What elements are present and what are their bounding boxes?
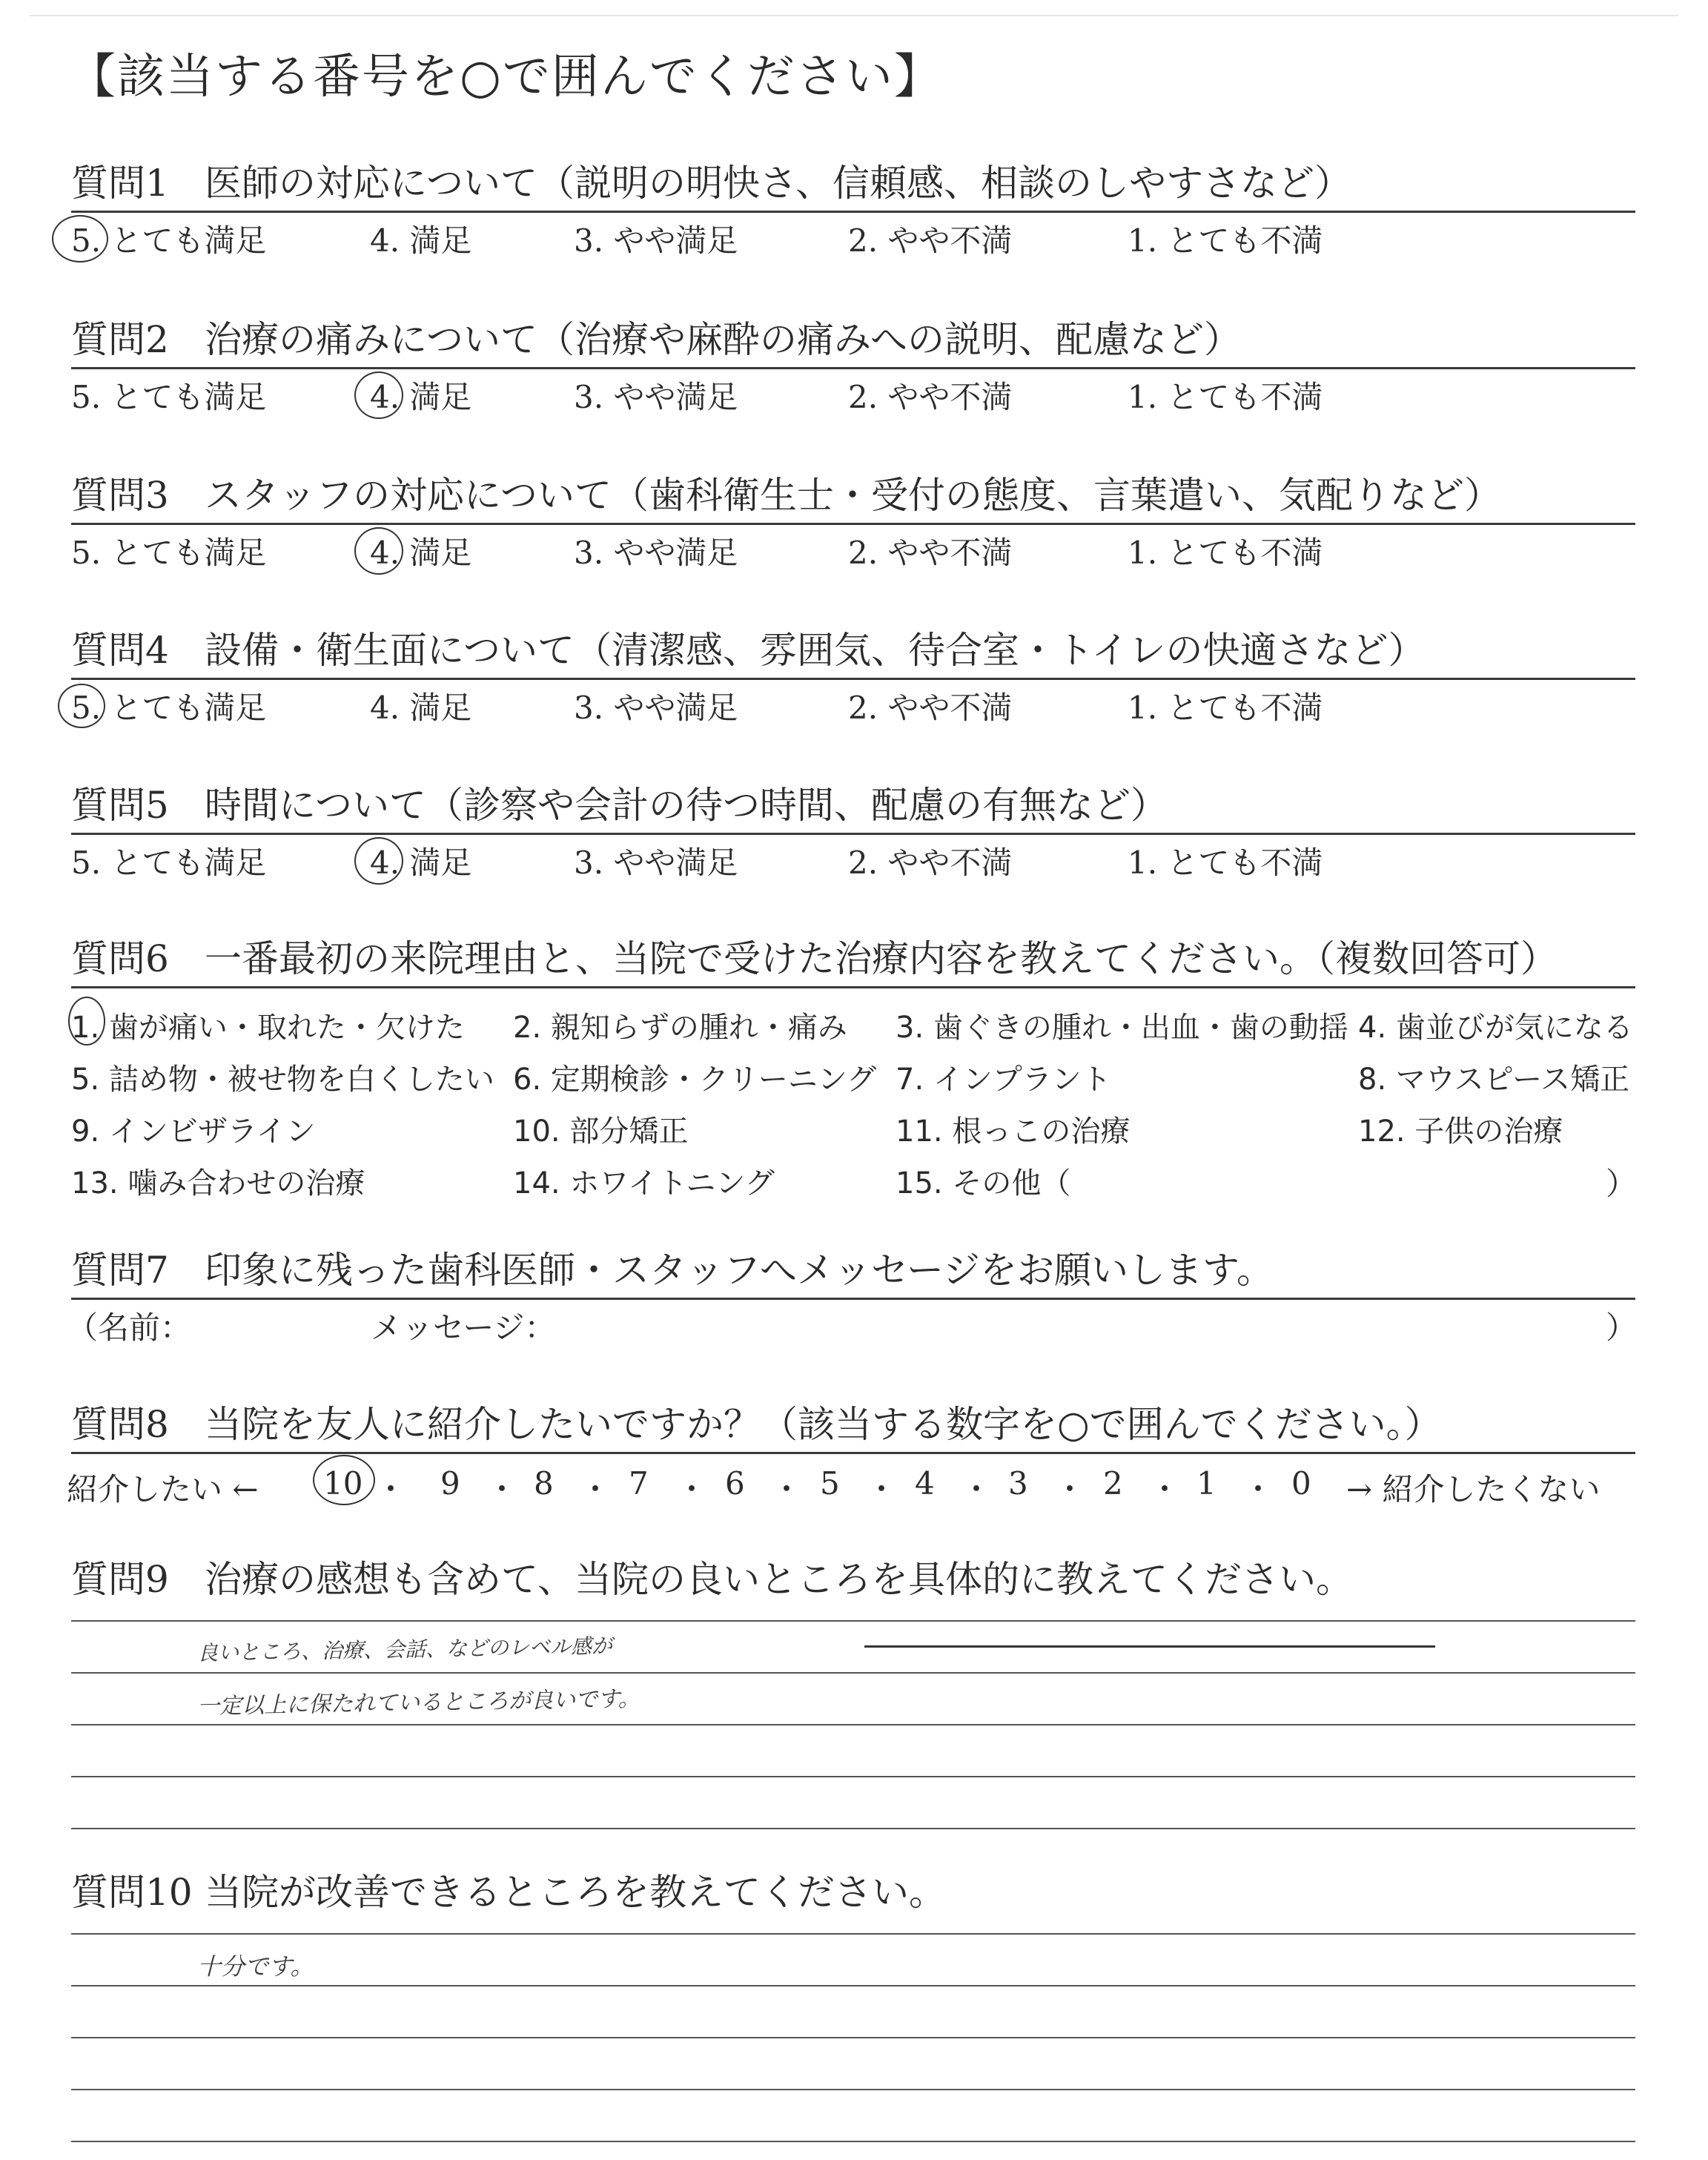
question-number: 質問4	[71, 629, 169, 672]
strikethrough-mark	[864, 1645, 1435, 1648]
question-text: 医師の対応について（説明の明快さ、信頼感、相談のしやすさなど）	[205, 162, 1351, 205]
selection-circle	[58, 684, 105, 728]
scale-dot: ・	[961, 1471, 993, 1507]
reason-item[interactable]: 12. 子供の治療	[1358, 1114, 1563, 1149]
question-rule	[71, 1452, 1635, 1454]
question-rule	[71, 367, 1635, 369]
scale-dot: ・	[1242, 1471, 1274, 1507]
question-text: 治療の痛みについて（治療や麻酔の痛みへの説明、配慮など）	[205, 318, 1241, 361]
question-title	[71, 318, 1241, 361]
option-4[interactable]: 4. 満足	[370, 535, 472, 571]
scale-2[interactable]: 2	[1103, 1465, 1123, 1502]
scale-1[interactable]: 1	[1196, 1465, 1217, 1502]
reason-item[interactable]: 1. 歯が痛い・取れた・欠けた	[71, 1011, 465, 1045]
option-4[interactable]: 4. 満足	[370, 222, 472, 259]
option-3[interactable]: 3. やや満足	[574, 379, 738, 415]
reason-item[interactable]: 8. マウスピース矯正	[1358, 1063, 1630, 1097]
option-5[interactable]: 5. とても満足	[71, 222, 267, 259]
answer-line	[71, 1985, 1635, 1986]
scale-dot: ・	[1149, 1471, 1181, 1507]
scale-4[interactable]: 4	[915, 1465, 935, 1502]
scale-9[interactable]: 9	[440, 1465, 460, 1502]
answer-line	[71, 1933, 1635, 1935]
option-4[interactable]: 4. 満足	[370, 690, 472, 726]
reason-item[interactable]: 6. 定期検診・クリーニング	[513, 1063, 877, 1097]
question-text: 時間について（診察や会計の待つ時間、配慮の有無など）	[205, 784, 1168, 827]
question-title	[71, 1558, 1353, 1601]
answer-line	[71, 1828, 1635, 1829]
option-1[interactable]: 1. とても不満	[1128, 690, 1323, 726]
question-rule	[71, 523, 1635, 525]
scale-left-label: 紹介したい ←	[67, 1471, 259, 1507]
answer-line	[71, 1672, 1635, 1674]
handwritten-answer: 十分です。	[197, 1952, 314, 1981]
option-2[interactable]: 2. やや不満	[848, 690, 1013, 726]
reason-item[interactable]: 15. その他（	[896, 1166, 1071, 1200]
option-3[interactable]: 3. やや満足	[574, 690, 738, 726]
question-number: 質問10	[71, 1871, 193, 1914]
question-number: 質問7	[71, 1249, 169, 1292]
option-5[interactable]: 5. とても満足	[71, 845, 267, 881]
question-text: スタッフの対応について（歯科衛生士・受付の態度、言葉遣い、気配りなど）	[205, 474, 1501, 517]
selection-circle	[354, 527, 403, 575]
scale-10[interactable]: 10	[323, 1465, 363, 1502]
question-number: 質問3	[71, 474, 169, 517]
selection-circle	[313, 1455, 375, 1505]
reason-item[interactable]: 3. 歯ぐきの腫れ・出血・歯の動揺	[896, 1011, 1348, 1045]
option-5[interactable]: 5. とても満足	[71, 535, 267, 571]
selection-circle	[354, 371, 403, 419]
question-title	[71, 474, 1501, 517]
option-3[interactable]: 3. やや満足	[574, 845, 738, 881]
page-header: 【該当する番号を○で囲んでください】	[68, 50, 943, 105]
message-close-paren: ）	[1606, 1309, 1638, 1346]
question-number: 質問8	[71, 1403, 169, 1446]
option-1[interactable]: 1. とても不満	[1128, 535, 1323, 571]
answer-line	[71, 2037, 1635, 2038]
scale-3[interactable]: 3	[1008, 1465, 1028, 1502]
option-3[interactable]: 3. やや満足	[574, 222, 738, 259]
question-title	[71, 629, 1426, 672]
option-1[interactable]: 1. とても不満	[1128, 222, 1323, 259]
scale-dot: ・	[580, 1471, 612, 1507]
answer-line	[71, 1620, 1635, 1622]
question-rule	[71, 833, 1635, 835]
message-label: メッセージ：	[371, 1309, 556, 1346]
reason-item[interactable]: 5. 詰め物・被せ物を白くしたい	[71, 1063, 494, 1097]
answer-line	[71, 1724, 1635, 1725]
selection-circle	[354, 837, 403, 885]
reason-item[interactable]: 9. インビザライン	[71, 1114, 316, 1149]
question-rule	[71, 986, 1635, 988]
question-number: 質問5	[71, 784, 169, 827]
other-close-paren: ）	[1606, 1166, 1638, 1202]
question-title	[71, 162, 1351, 205]
reason-item[interactable]: 14. ホワイトニング	[513, 1166, 775, 1200]
handwritten-answer-line-1: 良いところ、治療、会話、などのレベル感が	[196, 1634, 613, 1665]
scale-dot: ・	[676, 1471, 708, 1507]
reason-item[interactable]: 2. 親知らずの腫れ・痛み	[513, 1011, 847, 1045]
option-4[interactable]: 4. 満足	[370, 845, 472, 881]
question-text: 設備・衛生面について（清潔感、雰囲気、待合室・トイレの快適さなど）	[205, 629, 1426, 672]
option-1[interactable]: 1. とても不満	[1128, 845, 1323, 881]
question-title	[71, 1871, 946, 1914]
reason-item[interactable]: 13. 噛み合わせの治療	[71, 1166, 365, 1200]
question-text: 一番最初の来院理由と、当院で受けた治療内容を教えてください。（複数回答可）	[205, 937, 1558, 980]
question-number: 質問1	[71, 162, 169, 205]
scale-7[interactable]: 7	[629, 1465, 649, 1502]
name-label: （名前：	[67, 1309, 192, 1346]
scale-6[interactable]: 6	[725, 1465, 745, 1502]
scale-dot: ・	[771, 1471, 803, 1507]
option-3[interactable]: 3. やや満足	[574, 535, 738, 571]
scale-dot: ・	[486, 1471, 518, 1507]
question-title	[71, 784, 1168, 827]
reason-item[interactable]: 10. 部分矯正	[513, 1114, 689, 1149]
page-top-rule	[30, 15, 1678, 16]
question-rule	[71, 1298, 1635, 1300]
question-title	[71, 1249, 1274, 1292]
option-2[interactable]: 2. やや不満	[848, 222, 1013, 259]
option-5[interactable]: 5. とても満足	[71, 690, 267, 726]
scale-dot: ・	[375, 1471, 407, 1507]
question-number: 質問2	[71, 318, 169, 361]
scale-0[interactable]: 0	[1291, 1465, 1311, 1502]
question-rule	[71, 678, 1635, 680]
question-text: 印象に残った歯科医師・スタッフへメッセージをお願いします。	[205, 1249, 1274, 1292]
question-number: 質問6	[71, 937, 169, 980]
handwritten-answer-line-2: 一定以上に保たれているところが良いです。	[196, 1685, 640, 1720]
question-title	[71, 937, 1558, 980]
option-4[interactable]: 4. 満足	[370, 379, 472, 415]
scale-dot: ・	[1054, 1471, 1086, 1507]
reason-item[interactable]: 11. 根っこの治療	[896, 1114, 1131, 1149]
option-2[interactable]: 2. やや不満	[848, 379, 1013, 415]
option-2[interactable]: 2. やや不満	[848, 535, 1013, 571]
answer-line	[71, 1776, 1635, 1777]
question-text: 当院を友人に紹介したいですか？（該当する数字を○で囲んでください。）	[205, 1403, 1442, 1446]
selection-circle	[52, 215, 108, 262]
reason-item[interactable]: 4. 歯並びが気になる	[1358, 1011, 1633, 1045]
question-number: 質問9	[71, 1558, 169, 1601]
scale-8[interactable]: 8	[534, 1465, 554, 1502]
question-rule	[71, 211, 1635, 213]
question-text: 治療の感想も含めて、当院の良いところを具体的に教えてください。	[205, 1558, 1353, 1601]
scale-right-label: → 紹介したくない	[1346, 1471, 1601, 1507]
option-5[interactable]: 5. とても満足	[71, 379, 267, 415]
option-2[interactable]: 2. やや不満	[848, 845, 1013, 881]
reason-item[interactable]: 7. インプラント	[896, 1063, 1111, 1097]
scale-dot: ・	[866, 1471, 898, 1507]
answer-line	[71, 2141, 1635, 2142]
question-6	[71, 937, 1638, 1207]
scale-5[interactable]: 5	[820, 1465, 840, 1502]
selection-circle	[68, 997, 105, 1046]
question-text: 当院が改善できるところを教えてください。	[205, 1871, 946, 1914]
option-1[interactable]: 1. とても不満	[1128, 379, 1323, 415]
question-title	[71, 1403, 1442, 1446]
answer-line	[71, 2089, 1635, 2090]
